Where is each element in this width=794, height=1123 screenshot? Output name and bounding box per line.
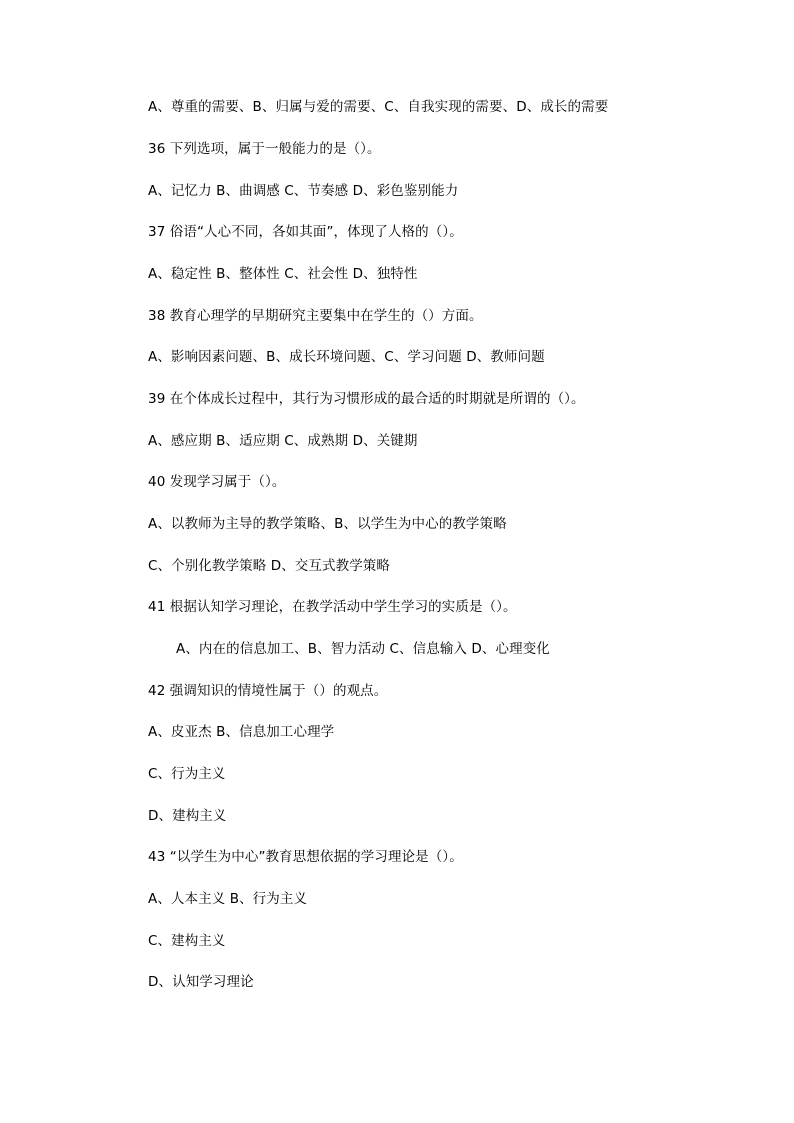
answer-options-q35: A、尊重的需要、B、归属与爱的需要、C、自我实现的需要、D、成长的需要 [148, 99, 609, 115]
question-40: 40 发现学习属于（）。 [148, 474, 286, 490]
answer-options-q42-line3: D、建构主义 [148, 808, 227, 824]
answer-options-q41: A、内在的信息加工、B、智力活动 C、信息输入 D、心理变化 [176, 641, 550, 657]
question-41: 41 根据认知学习理论，在教学活动中学生学习的实质是（）。 [148, 599, 517, 615]
answer-options-q38: A、影响因素问题、B、成长环境问题、C、学习问题 D、教师问题 [148, 349, 545, 365]
question-39: 39 在个体成长过程中，其行为习惯形成的最合适的时期就是所谓的（）。 [148, 391, 585, 407]
answer-options-q43-line2: C、建构主义 [148, 933, 226, 949]
question-37: 37 俗语“人心不同，各如其面”，体现了人格的（）。 [148, 224, 463, 240]
answer-options-q40-line1: A、以教师为主导的教学策略、B、以学生为中心的教学策略 [148, 516, 507, 532]
answer-options-q36: A、记忆力 B、曲调感 C、节奏感 D、彩色鉴别能力 [148, 183, 459, 199]
answer-options-q43-line1: A、人本主义 B、行为主义 [148, 891, 308, 907]
question-36: 36 下列选项，属于一般能力的是（）。 [148, 141, 381, 157]
answer-options-q37: A、稳定性 B、整体性 C、社会性 D、独特性 [148, 266, 418, 282]
question-38: 38 教育心理学的早期研究主要集中在学生的（）方面。 [148, 308, 483, 324]
answer-options-q42-line1: A、皮亚杰 B、信息加工心理学 [148, 724, 335, 740]
question-43: 43 “以学生为中心”教育思想依据的学习理论是（）。 [148, 849, 463, 865]
answer-options-q42-line2: C、行为主义 [148, 766, 226, 782]
answer-options-q43-line3: D、认知学习理论 [148, 974, 254, 990]
question-42: 42 强调知识的情境性属于（）的观点。 [148, 683, 388, 699]
answer-options-q39: A、感应期 B、适应期 C、成熟期 D、关键期 [148, 433, 418, 449]
answer-options-q40-line2: C、个别化教学策略 D、交互式教学策略 [148, 558, 391, 574]
